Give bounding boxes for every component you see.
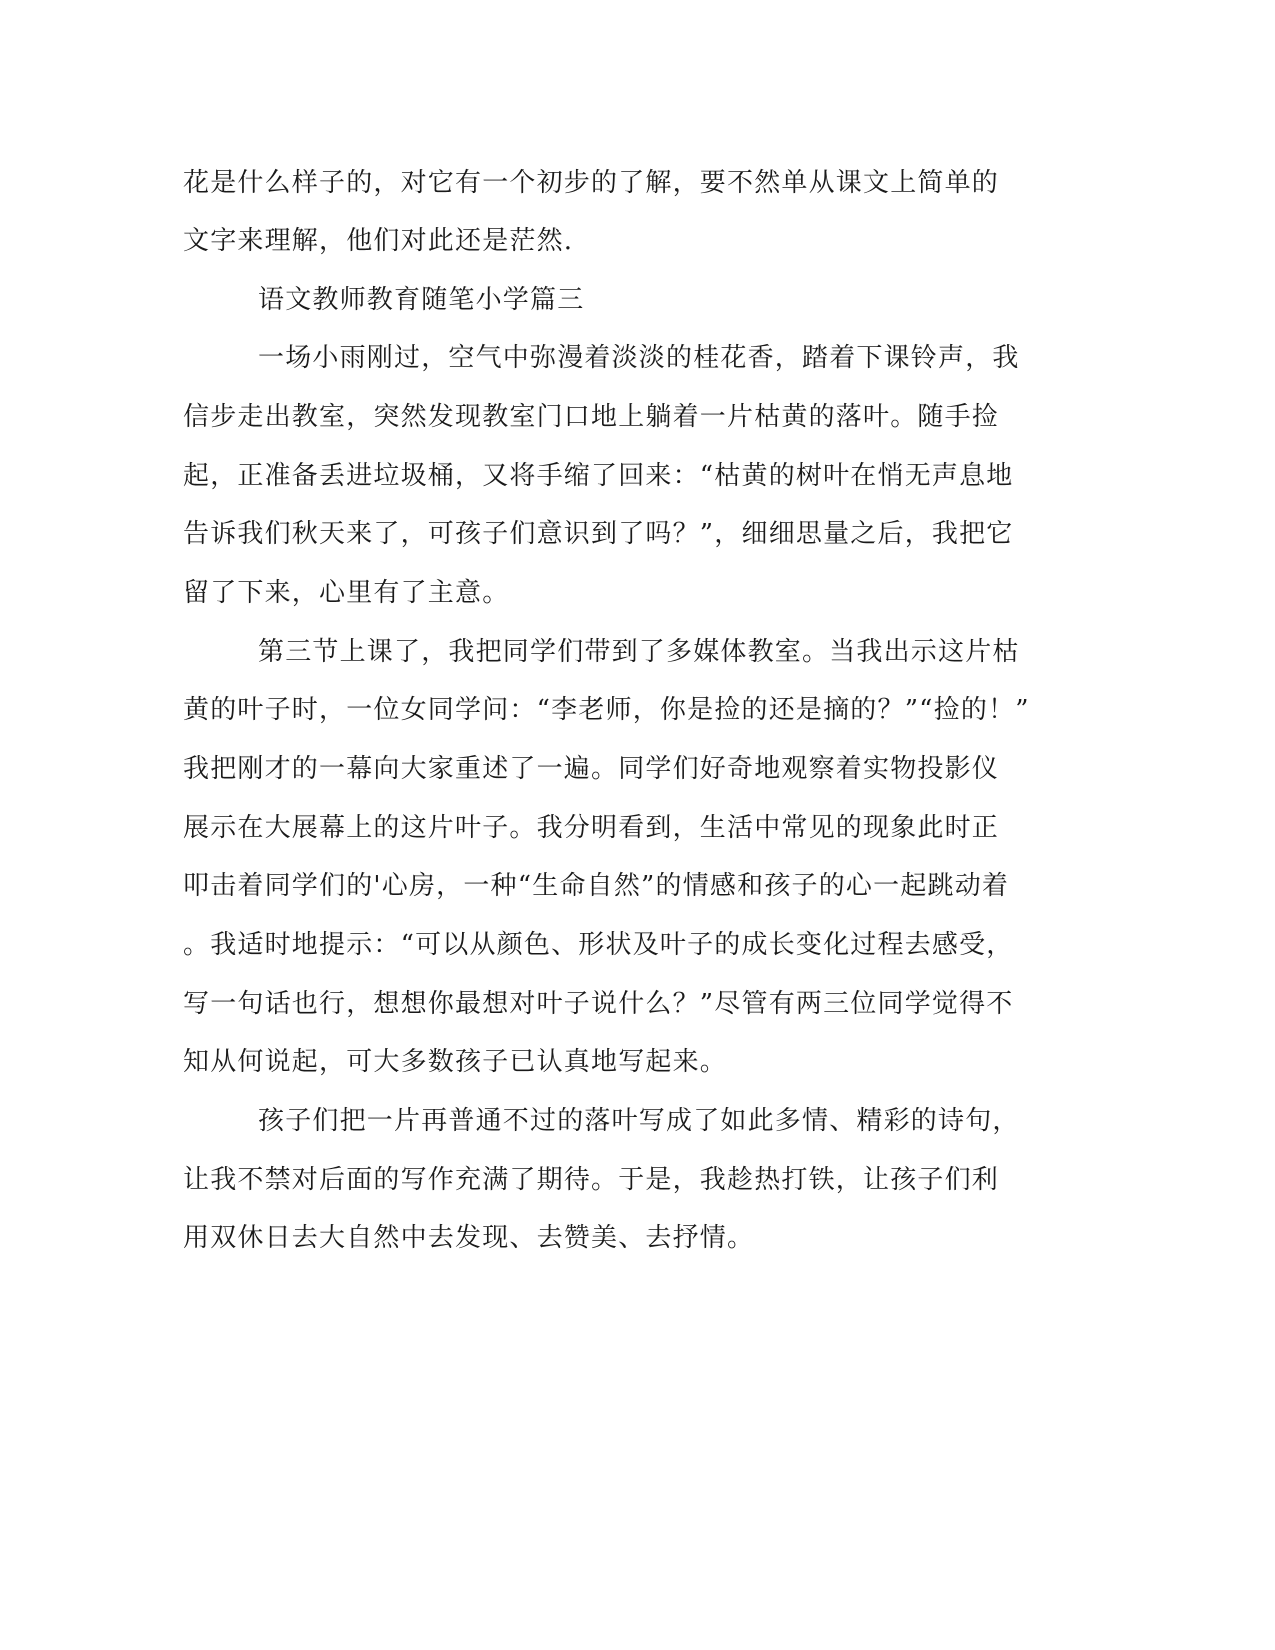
- text-line: 孩子们把一片再普通不过的落叶写成了如此多情、精彩的诗句，: [258, 1106, 1020, 1136]
- text-line: 叩击着同学们的'心房，一种“生命自然”的情感和孩子的心一起跳动着: [183, 871, 1010, 901]
- text-line: 用双休日去大自然中去发现、去赞美、去抒情。: [183, 1223, 755, 1253]
- text-line: 一场小雨刚过，空气中弥漫着淡淡的桂花香，踏着下课铃声，我: [258, 343, 1020, 373]
- text-line: 文字来理解，他们对此还是茫然.: [183, 226, 574, 256]
- text-line: 写一句话也行，想想你最想对叶子说什么？”尽管有两三位同学觉得不: [183, 989, 1014, 1019]
- text-line: 起，正准备丢进垃圾桶，又将手缩了回来：“枯黄的树叶在悄无声息地: [183, 461, 1014, 491]
- text-line: 知从何说起，可大多数孩子已认真地写起来。: [183, 1047, 728, 1077]
- section-heading: 语文教师教育随笔小学篇三: [258, 285, 585, 315]
- text-line: 第三节上课了，我把同学们带到了多媒体教室。当我出示这片枯: [258, 637, 1020, 667]
- text-line: 。我适时地提示：“可以从颜色、形状及叶子的成长变化过程去感受，: [183, 930, 1014, 960]
- text-line: 留了下来，心里有了主意。: [183, 578, 510, 608]
- text-line: 信步走出教室，突然发现教室门口地上躺着一片枯黄的落叶。随手捡: [183, 402, 1000, 432]
- text-line: 黄的叶子时，一位女同学问：“李老师，你是捡的还是摘的？”“捡的！”: [183, 695, 1030, 725]
- text-line: 展示在大展幕上的这片叶子。我分明看到，生活中常见的现象此时正: [183, 813, 1000, 843]
- text-line: 我把刚才的一幕向大家重述了一遍。同学们好奇地观察着实物投影仪: [183, 754, 1000, 784]
- text-line: 花是什么样子的，对它有一个初步的了解，要不然单从课文上简单的: [183, 168, 1000, 198]
- text-line: 告诉我们秋天来了，可孩子们意识到了吗？”，细细思量之后，我把它: [183, 519, 1014, 549]
- text-line: 让我不禁对后面的写作充满了期待。于是，我趁热打铁，让孩子们利: [183, 1165, 1000, 1195]
